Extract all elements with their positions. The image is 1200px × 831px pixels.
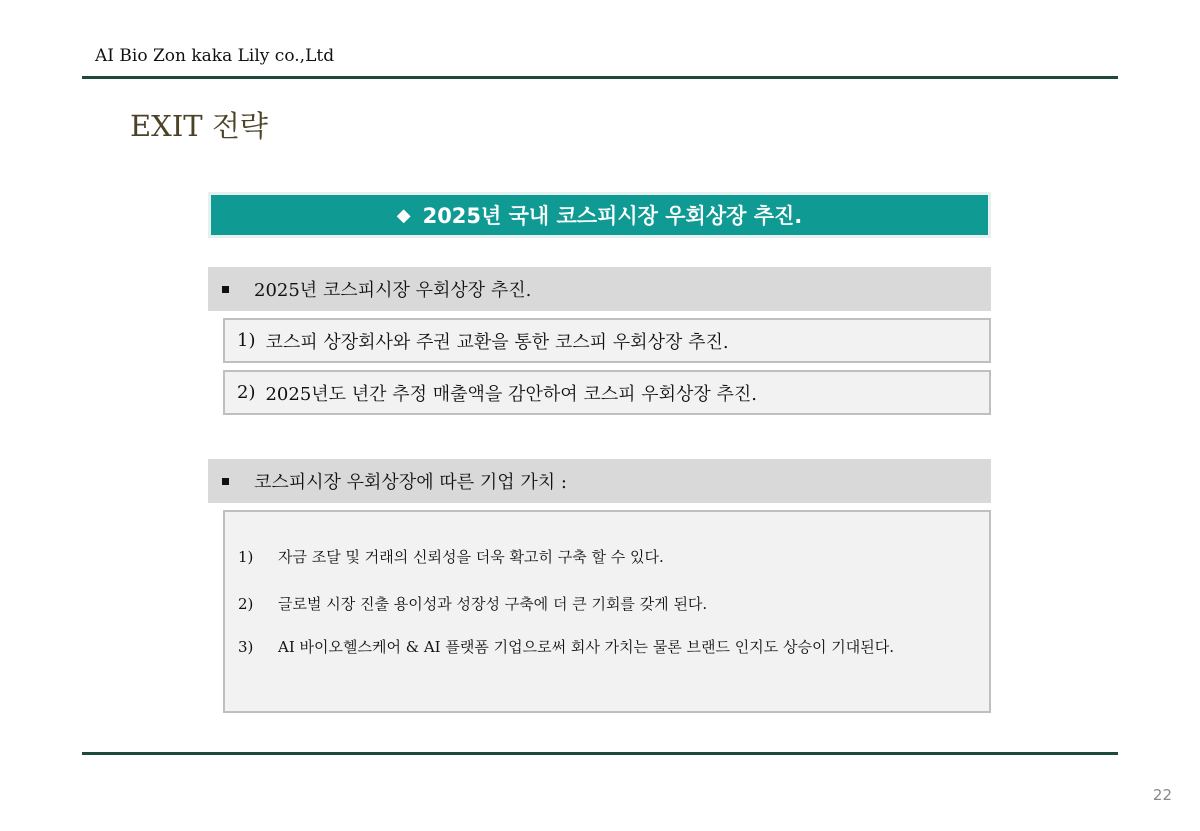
square-bullet-icon bbox=[222, 286, 229, 293]
company-name: AI Bio Zon kaka Lily co.,Ltd bbox=[95, 46, 335, 66]
item-text: 코스피 상장회사와 주권 교환을 통한 코스피 우회상장 추진. bbox=[265, 331, 729, 353]
list-item bbox=[223, 318, 991, 363]
list-item bbox=[223, 370, 991, 415]
banner-text: 2025년 국내 코스피시장 우회상장 추진. bbox=[422, 204, 803, 228]
page-number: 22 bbox=[1152, 786, 1172, 804]
top-divider bbox=[82, 76, 1118, 79]
diamond-icon: ◆ bbox=[396, 204, 411, 226]
item-text: AI 바이오헬스케어 & AI 플랫폼 기업으로써 회사 가치는 물론 브랜드 인지도 상승이 기대된다. bbox=[278, 638, 895, 656]
square-bullet-icon bbox=[222, 478, 229, 485]
section-header-listing bbox=[208, 267, 991, 311]
section-label: 코스피시장 우회상장에 따른 기업 가치 : bbox=[254, 472, 567, 493]
section-label: 2025년 코스피시장 우회상장 추진. bbox=[254, 280, 532, 301]
value-list-box bbox=[223, 510, 991, 713]
item-text: 글로벌 시장 진출 용이성과 성장성 구축에 더 큰 기회를 갖게 된다. bbox=[278, 595, 708, 613]
item-number: 2) bbox=[238, 595, 254, 613]
item-number: 3) bbox=[238, 638, 254, 656]
list-item bbox=[238, 594, 898, 615]
item-number: 1) bbox=[237, 330, 256, 351]
item-text: 자금 조달 및 거래의 신뢰성을 더욱 확고히 구축 할 수 있다. bbox=[278, 548, 664, 566]
list-item bbox=[238, 547, 898, 568]
page-title: EXIT 전략 bbox=[130, 109, 268, 143]
item-number: 2) bbox=[237, 382, 256, 403]
bottom-divider bbox=[82, 752, 1118, 755]
headline-banner bbox=[208, 192, 991, 238]
list-item bbox=[238, 637, 898, 658]
section-header-value bbox=[208, 459, 991, 503]
item-text: 2025년도 년간 추정 매출액을 감안하여 코스피 우회상장 추진. bbox=[265, 383, 757, 405]
item-number: 1) bbox=[238, 548, 254, 566]
